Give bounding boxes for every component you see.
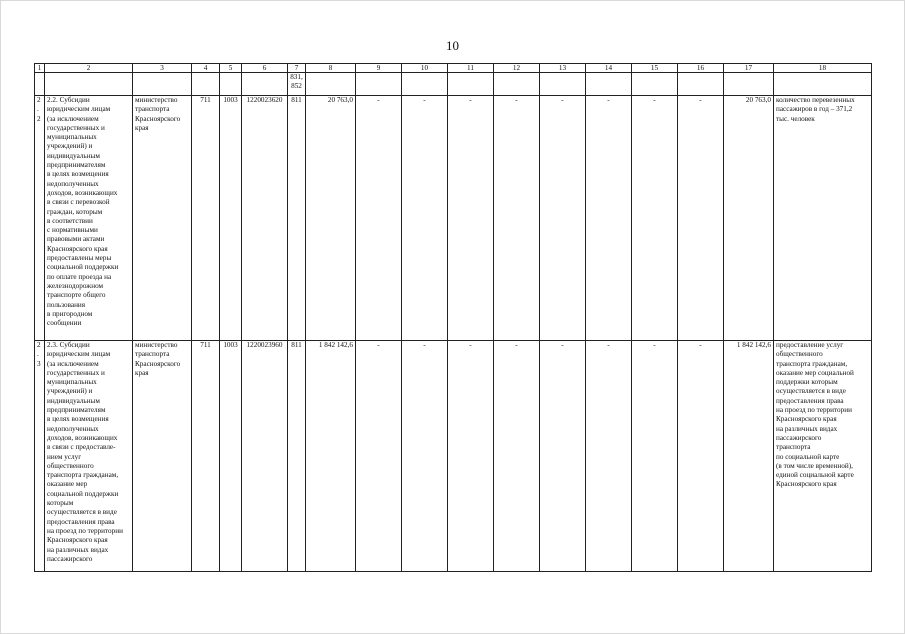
header-cell: 14 — [586, 64, 632, 73]
row-value-col11: - — [448, 96, 494, 341]
header-cell: 15 — [632, 64, 678, 73]
header-cell: 1 — [35, 64, 45, 73]
page-number: 10 — [446, 38, 459, 53]
row-csr: 1220023960 — [242, 341, 288, 572]
row-value-col15: - — [632, 341, 678, 572]
row-value-col13: - — [540, 341, 586, 572]
row-value-col12: - — [494, 96, 540, 341]
header-cell: 11 — [448, 64, 494, 73]
row-value-col14: - — [586, 96, 632, 341]
table-row — [35, 96, 872, 341]
header-cell: 16 — [678, 64, 724, 73]
row-grbs: 711 — [192, 96, 220, 341]
row-value-col10: - — [402, 96, 448, 341]
header-cell: 2 — [45, 64, 133, 73]
header-cell: 3 — [133, 64, 192, 73]
row-value-col11: - — [448, 341, 494, 572]
row-agency: министерство транспорта Красноярского края — [133, 341, 192, 572]
header-row — [35, 64, 872, 73]
row-agency: министерство транспорта Красноярского края — [133, 96, 192, 341]
row-value-col12: - — [494, 341, 540, 572]
row-value-col9: - — [356, 96, 402, 341]
row-csr: 1220023620 — [242, 96, 288, 341]
row-number: 2.2 — [35, 96, 45, 341]
row-vr: 811 — [288, 96, 306, 341]
header-cell: 8 — [306, 64, 356, 73]
budget-table — [34, 63, 872, 572]
row-value-col8: 20 763,0 — [306, 96, 356, 341]
header-cell: 5 — [220, 64, 242, 73]
row-rzpr: 1003 — [220, 96, 242, 341]
row-value-col16: - — [678, 96, 724, 341]
header-cell: 9 — [356, 64, 402, 73]
header-cell: 13 — [540, 64, 586, 73]
header-cell: 6 — [242, 64, 288, 73]
continuation-row — [35, 73, 872, 96]
row-title: 2.2. Субсидии юридическим лицам (за исключением государственных и муниципальных учреждений) и индивидуальным предпринимателям в целях возмещения недополученных доходов, возникающих в связи с перевозкой граждан, которым в соответствии с нормативными правовыми актами Красноярского края предоставлены меры социальной поддержки по оплате проезда на железнодорожном транспорте общего пользования в пригородном сообщении — [45, 96, 133, 341]
row-result: предоставление услуг общественного транспорта гражданам, оказание мер социальной поддержки которым осуществляется в виде предоставления права на проезд по территории Красноярского края на различных видах пассажирского транспорта по социальной карте (в том числе временной), единой социальной карте Красноярского края — [774, 341, 872, 572]
row-value-col13: - — [540, 96, 586, 341]
kvr-codes-cell: 831, 852 — [288, 73, 306, 96]
header-cell: 17 — [724, 64, 774, 73]
row-result: количество перевезенных пассажиров в год – 371,2 тыс. человек — [774, 96, 872, 341]
row-total: 20 763,0 — [724, 96, 774, 341]
row-value-col9: - — [356, 341, 402, 572]
row-grbs: 711 — [192, 341, 220, 572]
header-cell: 18 — [774, 64, 872, 73]
row-title: 2.3. Субсидии юридическим лицам (за исключением государственных и муниципальных учреждений) и индивидуальным предпринимателям в целях возмещения недополученных доходов, возникающих в связи с предоставле- нием услуг общественного транспорта гражданам, оказание мер социальной поддержки которым осуществляется в виде предоставления права на проезд по территории Красноярского края на различных видах пассажирского — [45, 341, 133, 572]
header-cell: 4 — [192, 64, 220, 73]
header-cell: 7 — [288, 64, 306, 73]
table-row — [35, 341, 872, 572]
row-value-col16: - — [678, 341, 724, 572]
header-cell: 10 — [402, 64, 448, 73]
row-number: 2.3 — [35, 341, 45, 572]
row-value-col14: - — [586, 341, 632, 572]
row-vr: 811 — [288, 341, 306, 572]
row-rzpr: 1003 — [220, 341, 242, 572]
row-value-col15: - — [632, 96, 678, 341]
row-value-col8: 1 842 142,6 — [306, 341, 356, 572]
header-cell: 12 — [494, 64, 540, 73]
row-total: 1 842 142,6 — [724, 341, 774, 572]
row-value-col10: - — [402, 341, 448, 572]
